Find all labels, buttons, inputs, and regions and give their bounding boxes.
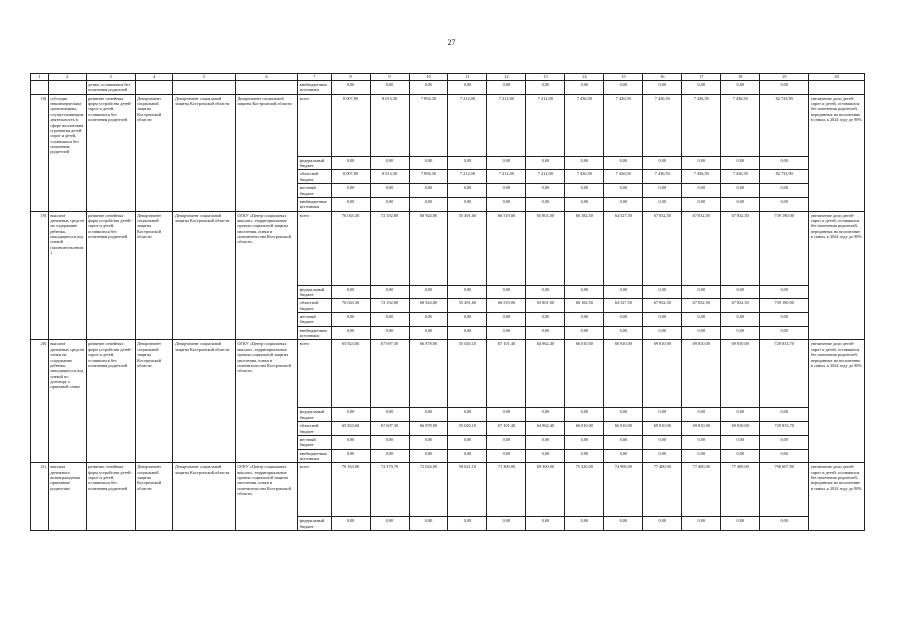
co-executor: Департамент социальной защиты Костромской области — [173, 463, 235, 531]
amount-cell: 0,00 — [565, 435, 604, 449]
amount-cell: 66 010,00 — [565, 340, 604, 408]
page-number: 27 — [447, 38, 456, 47]
column-number: 13 — [526, 74, 565, 81]
amount-cell: 0,00 — [604, 326, 643, 340]
amount-cell: 0,00 — [331, 197, 370, 211]
amount-cell: 67 697,30 — [370, 340, 409, 408]
amount-cell: 0,00 — [760, 435, 809, 449]
amount-cell: 0,00 — [331, 517, 370, 531]
amount-cell: 69 810,00 — [643, 422, 682, 436]
amount-cell: 0,00 — [409, 517, 448, 531]
amount-cell: 0,00 — [331, 184, 370, 198]
amount-cell: 729 833,70 — [760, 422, 809, 436]
amount-cell: 59 021,10 — [448, 463, 487, 517]
amount-cell: 0,00 — [643, 313, 682, 327]
amount-cell: 64 527,50 — [604, 299, 643, 313]
amount-cell: 0,00 — [643, 326, 682, 340]
amount-cell: 0,00 — [487, 408, 526, 422]
amount-cell: 76 043,30 — [331, 299, 370, 313]
empty-cell — [135, 81, 173, 95]
amount-cell: 0,00 — [409, 285, 448, 299]
amount-cell: 0,00 — [682, 313, 721, 327]
table-row — [31, 211, 865, 285]
amount-cell: 0,00 — [487, 313, 526, 327]
responsible-executor: Департамент социальной защиты Костромской области — [135, 211, 173, 340]
expected-result: увеличение доли детей-сирот и детей, оставшихся без попечения родителей, переданных на воспитание в семьи, к 2024 году до 90% — [809, 211, 865, 340]
amount-cell: 0,00 — [643, 156, 682, 170]
funding-source: внебюджетные источники — [298, 81, 331, 95]
amount-cell: 7 436,50 — [682, 94, 721, 156]
funding-source: местный бюджет — [298, 184, 331, 198]
amount-cell: 0,00 — [370, 435, 409, 449]
amount-cell: 7 212,00 — [487, 170, 526, 184]
column-number: 14 — [565, 74, 604, 81]
amount-cell: 0,00 — [487, 326, 526, 340]
amount-cell: 0,00 — [760, 184, 809, 198]
amount-cell: 82 733,90 — [760, 170, 809, 184]
amount-cell: 7 436,50 — [565, 94, 604, 156]
column-number: 16 — [643, 74, 682, 81]
amount-cell: 7 436,50 — [643, 94, 682, 156]
amount-cell: 0,00 — [643, 449, 682, 463]
responsible-executor: Департамент социальной защиты Костромской области — [135, 340, 173, 463]
activity-goal: развитие семейных форм устройства детей-сирот и детей, оставшихся без попечения родителей — [86, 340, 135, 463]
amount-cell: 0,00 — [526, 408, 565, 422]
amount-cell: 0,00 — [409, 408, 448, 422]
amount-cell: 0,00 — [760, 156, 809, 170]
amount-cell: 0,00 — [448, 435, 487, 449]
amount-cell: 70 163,00 — [331, 463, 370, 517]
amount-cell: 0,00 — [721, 408, 760, 422]
activity-name: выплата денежного вознаграждения приемным родителям — [48, 463, 86, 531]
amount-cell: 7 436,50 — [721, 94, 760, 156]
amount-cell: 0,00 — [448, 326, 487, 340]
participant: ОГКУ «Центр социальных выплат», территориальные органы социальной защиты населения, опеки и попечительства Костромской области — [235, 211, 297, 340]
amount-cell: 69 300,00 — [526, 463, 565, 517]
column-number: 20 — [809, 74, 865, 81]
column-number: 19 — [760, 74, 809, 81]
funding-source: федеральный бюджет — [298, 156, 331, 170]
amount-cell: 74 900,00 — [604, 463, 643, 517]
amount-cell: 0,00 — [370, 81, 409, 95]
amount-cell: 0,00 — [370, 184, 409, 198]
activity-goal: развитие семейных форм устройства детей-сирот и детей, оставшихся без попечения родителей — [86, 211, 135, 340]
amount-cell: 66 010,00 — [565, 422, 604, 436]
amount-cell: 68 924,80 — [409, 211, 448, 285]
amount-cell: 7 212,00 — [526, 94, 565, 156]
amount-cell: 7 436,50 — [565, 170, 604, 184]
amount-cell: 0,00 — [370, 313, 409, 327]
column-number: 2 — [48, 74, 86, 81]
column-number: 1 — [31, 74, 49, 81]
amount-cell: 75 320,00 — [565, 463, 604, 517]
table-row — [31, 463, 865, 517]
amount-cell: 0,00 — [331, 156, 370, 170]
amount-cell: 0,00 — [643, 408, 682, 422]
participant: Департамент социальной защиты Костромской области — [235, 94, 297, 211]
amount-cell: 72 192,80 — [370, 211, 409, 285]
funding-source: федеральный бюджет — [298, 408, 331, 422]
amount-cell: 66 910,00 — [604, 422, 643, 436]
funding-source: областной бюджет — [298, 299, 331, 313]
amount-cell: 0,00 — [487, 435, 526, 449]
responsible-executor: Департамент социальной защиты Костромской области — [135, 94, 173, 211]
funding-source: областной бюджет — [298, 422, 331, 436]
amount-cell: 0,00 — [565, 81, 604, 95]
amount-cell: 67 832,50 — [721, 299, 760, 313]
amount-cell: 0,00 — [487, 285, 526, 299]
amount-cell: 0,00 — [682, 517, 721, 531]
amount-cell: 55 020,10 — [448, 340, 487, 408]
amount-cell: 77 400,00 — [682, 463, 721, 517]
amount-cell: 0,00 — [760, 517, 809, 531]
amount-cell: 64 962,40 — [526, 340, 565, 408]
activity-number: 20) — [31, 340, 49, 463]
amount-cell: 0,00 — [565, 449, 604, 463]
amount-cell: 0,00 — [604, 184, 643, 198]
funding-source: внебюджетные источники — [298, 449, 331, 463]
amount-cell: 68 924,80 — [409, 299, 448, 313]
amount-cell: 0,00 — [331, 449, 370, 463]
amount-cell: 7 212,00 — [448, 94, 487, 156]
amount-cell: 77 400,00 — [643, 463, 682, 517]
amount-cell: 0,00 — [760, 326, 809, 340]
amount-cell: 0,00 — [331, 435, 370, 449]
amount-cell: 0,00 — [487, 184, 526, 198]
amount-cell: 0,00 — [409, 156, 448, 170]
column-number: 17 — [682, 74, 721, 81]
amount-cell: 0,00 — [487, 81, 526, 95]
amount-cell: 0,00 — [331, 313, 370, 327]
amount-cell: 66 519,00 — [487, 299, 526, 313]
amount-cell: 0,00 — [604, 197, 643, 211]
activity-goal: развитие семейных форм устройства детей-сирот и детей, оставшихся без попечения родителей — [86, 463, 135, 531]
amount-cell: 64 962,40 — [526, 422, 565, 436]
amount-cell: 0,00 — [565, 197, 604, 211]
amount-cell: 0,00 — [643, 184, 682, 198]
amount-cell: 0,00 — [604, 449, 643, 463]
table-row — [31, 94, 865, 156]
amount-cell: 0,00 — [682, 184, 721, 198]
column-number: 4 — [135, 74, 173, 81]
amount-cell: 0,00 — [643, 517, 682, 531]
amount-cell: 0,00 — [760, 197, 809, 211]
co-executor: Департамент социальной защиты Костромской области — [173, 211, 235, 340]
amount-cell: 67 832,50 — [682, 211, 721, 285]
column-number: 15 — [604, 74, 643, 81]
amount-cell: 0,00 — [526, 285, 565, 299]
amount-cell: 0,00 — [331, 285, 370, 299]
amount-cell: 0,00 — [721, 285, 760, 299]
amount-cell: 0,00 — [526, 81, 565, 95]
participant: ОГКУ «Центр социальных выплат», территориальные органы социальной защиты населения, опеки и попечительства Костромской области — [235, 463, 297, 531]
amount-cell: 0,00 — [721, 81, 760, 95]
activity-name: выплата денежных средств семьи на содержание ребенка, находящегося под опекой по договору о приемной семье — [48, 340, 86, 463]
column-number: 8 — [331, 74, 370, 81]
amount-cell: 69 810,00 — [682, 422, 721, 436]
amount-cell: 0,00 — [682, 408, 721, 422]
column-number-row — [31, 74, 865, 81]
amount-cell: 69 810,00 — [721, 340, 760, 408]
amount-cell: 67 832,50 — [682, 299, 721, 313]
amount-cell: 0,00 — [448, 81, 487, 95]
column-number: 9 — [370, 74, 409, 81]
amount-cell: 0,00 — [448, 184, 487, 198]
co-executor: Департамент социальной защиты Костромской области — [173, 340, 235, 463]
amount-cell: 7 436,50 — [604, 170, 643, 184]
amount-cell: 0,00 — [721, 197, 760, 211]
column-number: 11 — [448, 74, 487, 81]
amount-cell: 739 180,00 — [760, 211, 809, 285]
amount-cell: 0,00 — [448, 408, 487, 422]
amount-cell: 0,00 — [565, 184, 604, 198]
amount-cell: 796 607,80 — [760, 463, 809, 517]
amount-cell: 0,00 — [409, 313, 448, 327]
amount-cell: 0,00 — [448, 517, 487, 531]
amount-cell: 0,00 — [643, 197, 682, 211]
amount-cell: 8 013,30 — [370, 170, 409, 184]
activity-number: 21) — [31, 463, 49, 531]
empty-cell — [173, 81, 235, 95]
amount-cell: 67 101,40 — [487, 340, 526, 408]
amount-cell: 0,00 — [448, 449, 487, 463]
amount-cell: 69 810,00 — [643, 340, 682, 408]
amount-cell: 66 182,50 — [565, 299, 604, 313]
amount-cell: 0,00 — [331, 81, 370, 95]
column-number: 5 — [173, 74, 235, 81]
amount-cell: 0,00 — [565, 285, 604, 299]
funding-source: всего — [298, 211, 331, 285]
amount-cell: 739 180,00 — [760, 299, 809, 313]
amount-cell: 0,00 — [331, 326, 370, 340]
amount-cell: 76 043,30 — [331, 211, 370, 285]
participant: ОГКУ «Центр социальных выплат», территориальные органы социальной защиты населения, опеки и попечительства Костромской области — [235, 340, 297, 463]
amount-cell: 0,00 — [448, 197, 487, 211]
amount-cell: 0,00 — [487, 517, 526, 531]
amount-cell: 72 379,70 — [370, 463, 409, 517]
amount-cell: 65 823,60 — [331, 340, 370, 408]
amount-cell: 0,00 — [565, 326, 604, 340]
amount-cell: 0,00 — [526, 435, 565, 449]
amount-cell: 0,00 — [721, 184, 760, 198]
amount-cell: 0,00 — [604, 313, 643, 327]
amount-cell: 7 212,00 — [526, 170, 565, 184]
amount-cell: 0,00 — [370, 156, 409, 170]
amount-cell: 0,00 — [526, 156, 565, 170]
amount-cell: 0,00 — [682, 326, 721, 340]
funding-source: всего — [298, 463, 331, 517]
amount-cell: 0,00 — [526, 517, 565, 531]
expected-result: увеличение доли детей-сирот и детей, оставшихся без попечения родителей, переданных на воспитание в семьи, к 2024 году до 90% — [809, 94, 865, 211]
amount-cell: 64 527,50 — [604, 211, 643, 285]
activity-number: 19) — [31, 211, 49, 340]
amount-cell: 0,00 — [604, 81, 643, 95]
amount-cell: 0,00 — [604, 285, 643, 299]
expected-result: увеличение доли детей-сирот и детей, оставшихся без попечения родителей, переданных на воспитание в семьи, к 2024 году до 90% — [809, 463, 865, 531]
empty-cell — [31, 81, 49, 95]
co-executor: Департамент социальной защиты Костромской области — [173, 94, 235, 211]
amount-cell: 0,00 — [487, 156, 526, 170]
amount-cell: 55 020,10 — [448, 422, 487, 436]
amount-cell: 0,00 — [604, 517, 643, 531]
amount-cell: 0,00 — [526, 326, 565, 340]
amount-cell: 67 832,50 — [721, 211, 760, 285]
amount-cell: 0,00 — [682, 435, 721, 449]
amount-cell: 0,00 — [682, 156, 721, 170]
amount-cell: 0,00 — [760, 81, 809, 95]
amount-cell: 0,00 — [721, 517, 760, 531]
amount-cell: 7 436,50 — [643, 170, 682, 184]
funding-source: всего — [298, 340, 331, 408]
amount-cell: 0,00 — [370, 449, 409, 463]
amount-cell: 7 436,50 — [721, 170, 760, 184]
funding-source: местный бюджет — [298, 435, 331, 449]
expected-result: увеличение доли детей-сирот и детей, оставшихся без попечения родителей, переданных на воспитание в семьи, к 2024 году до 90% — [809, 340, 865, 463]
amount-cell: 0,00 — [448, 285, 487, 299]
funding-source: всего — [298, 94, 331, 156]
amount-cell: 0,00 — [526, 313, 565, 327]
carry-over-text: детям, оставшимся без попечения родителей — [86, 81, 135, 95]
amount-cell: 72 024,00 — [409, 463, 448, 517]
funding-source: внебюджетные источники — [298, 197, 331, 211]
column-number: 7 — [298, 74, 331, 81]
funding-source: областной бюджет — [298, 170, 331, 184]
amount-cell: 66 519,00 — [487, 211, 526, 285]
column-number: 10 — [409, 74, 448, 81]
amount-cell: 7 212,00 — [487, 94, 526, 156]
amount-cell: 0,00 — [409, 197, 448, 211]
amount-cell: 0,00 — [682, 197, 721, 211]
amount-cell: 0,00 — [370, 517, 409, 531]
amount-cell: 0,00 — [760, 449, 809, 463]
empty-cell — [235, 81, 297, 95]
responsible-executor: Департамент социальной защиты Костромской области — [135, 463, 173, 531]
program-activities-table — [30, 73, 865, 531]
funding-source: федеральный бюджет — [298, 285, 331, 299]
amount-cell: 0,00 — [526, 197, 565, 211]
amount-cell: 0,00 — [565, 408, 604, 422]
amount-cell: 0,00 — [682, 81, 721, 95]
amount-cell: 66 910,00 — [604, 340, 643, 408]
amount-cell: 0,00 — [721, 313, 760, 327]
amount-cell: 7 212,00 — [448, 170, 487, 184]
amount-cell: 7 436,50 — [682, 170, 721, 184]
amount-cell: 67 101,40 — [487, 422, 526, 436]
funding-source: местный бюджет — [298, 313, 331, 327]
amount-cell: 67 697,30 — [370, 422, 409, 436]
funding-source: внебюджетные источники — [298, 326, 331, 340]
amount-cell: 65 801,00 — [526, 211, 565, 285]
amount-cell: 0,00 — [370, 326, 409, 340]
amount-cell: 0,00 — [682, 285, 721, 299]
amount-cell: 0,00 — [760, 408, 809, 422]
activity-name: субсидии некоммерческим организациям, осуществляющим деятельность в сфере воспитания и развития детей-сирот и детей, оставшихся без попечения родителей — [48, 94, 86, 211]
amount-cell: 66 182,50 — [565, 211, 604, 285]
amount-cell: 0,00 — [760, 313, 809, 327]
activity-goal: развитие семейных форм устройства детей-сирот и детей, оставшихся без попечения родителей — [86, 94, 135, 211]
activity-name: выплата денежных средств на содержание ребенка, находящегося под опекой (попечительством) — [48, 211, 86, 340]
amount-cell: 729 833,70 — [760, 340, 809, 408]
amount-cell: 0,00 — [526, 184, 565, 198]
amount-cell: 77 400,00 — [721, 463, 760, 517]
activity-number: 18) — [31, 94, 49, 211]
amount-cell: 0,00 — [487, 197, 526, 211]
amount-cell: 0,00 — [370, 197, 409, 211]
amount-cell: 0,00 — [721, 449, 760, 463]
amount-cell: 0,00 — [409, 81, 448, 95]
carry-over-row — [31, 81, 865, 95]
amount-cell: 66 878,90 — [409, 340, 448, 408]
column-number: 3 — [86, 74, 135, 81]
empty-cell — [48, 81, 86, 95]
amount-cell: 0,00 — [370, 285, 409, 299]
amount-cell: 71 300,00 — [487, 463, 526, 517]
amount-cell: 69 810,00 — [721, 422, 760, 436]
amount-cell: 0,00 — [721, 156, 760, 170]
amount-cell: 0,00 — [604, 156, 643, 170]
amount-cell: 0,00 — [760, 285, 809, 299]
column-number: 6 — [235, 74, 297, 81]
amount-cell: 0,00 — [565, 517, 604, 531]
amount-cell: 0,00 — [331, 408, 370, 422]
amount-cell: 65 823,60 — [331, 422, 370, 436]
amount-cell: 65 801,00 — [526, 299, 565, 313]
amount-cell: 0,00 — [409, 184, 448, 198]
amount-cell: 0,00 — [409, 449, 448, 463]
amount-cell: 67 832,50 — [643, 299, 682, 313]
column-number: 18 — [721, 74, 760, 81]
amount-cell: 0,00 — [682, 449, 721, 463]
amount-cell: 0,00 — [448, 156, 487, 170]
amount-cell: 7 894,30 — [409, 170, 448, 184]
amount-cell: 67 832,50 — [643, 211, 682, 285]
amount-cell: 55 491,60 — [448, 299, 487, 313]
amount-cell: 0,00 — [370, 408, 409, 422]
amount-cell: 0,00 — [448, 313, 487, 327]
amount-cell: 0,00 — [721, 435, 760, 449]
amount-cell: 0,00 — [409, 326, 448, 340]
amount-cell: 72 192,80 — [370, 299, 409, 313]
amount-cell: 7 894,30 — [409, 94, 448, 156]
amount-cell: 0,00 — [409, 435, 448, 449]
amount-cell: 0,00 — [643, 435, 682, 449]
amount-cell: 69 810,00 — [682, 340, 721, 408]
funding-source: федеральный бюджет — [298, 517, 331, 531]
amount-cell: 66 878,90 — [409, 422, 448, 436]
amount-cell: 55 491,60 — [448, 211, 487, 285]
amount-cell: 82 733,90 — [760, 94, 809, 156]
amount-cell: 0,00 — [487, 449, 526, 463]
amount-cell: 8 007,80 — [331, 170, 370, 184]
amount-cell: 0,00 — [565, 313, 604, 327]
amount-cell: 0,00 — [565, 156, 604, 170]
empty-cell — [809, 81, 865, 95]
amount-cell: 0,00 — [604, 435, 643, 449]
amount-cell: 8 013,30 — [370, 94, 409, 156]
amount-cell: 7 436,50 — [604, 94, 643, 156]
amount-cell: 0,00 — [721, 326, 760, 340]
amount-cell: 0,00 — [526, 449, 565, 463]
amount-cell: 8 007,80 — [331, 94, 370, 156]
amount-cell: 0,00 — [643, 81, 682, 95]
table-row — [31, 340, 865, 408]
column-number: 12 — [487, 74, 526, 81]
amount-cell: 0,00 — [604, 408, 643, 422]
amount-cell: 0,00 — [643, 285, 682, 299]
